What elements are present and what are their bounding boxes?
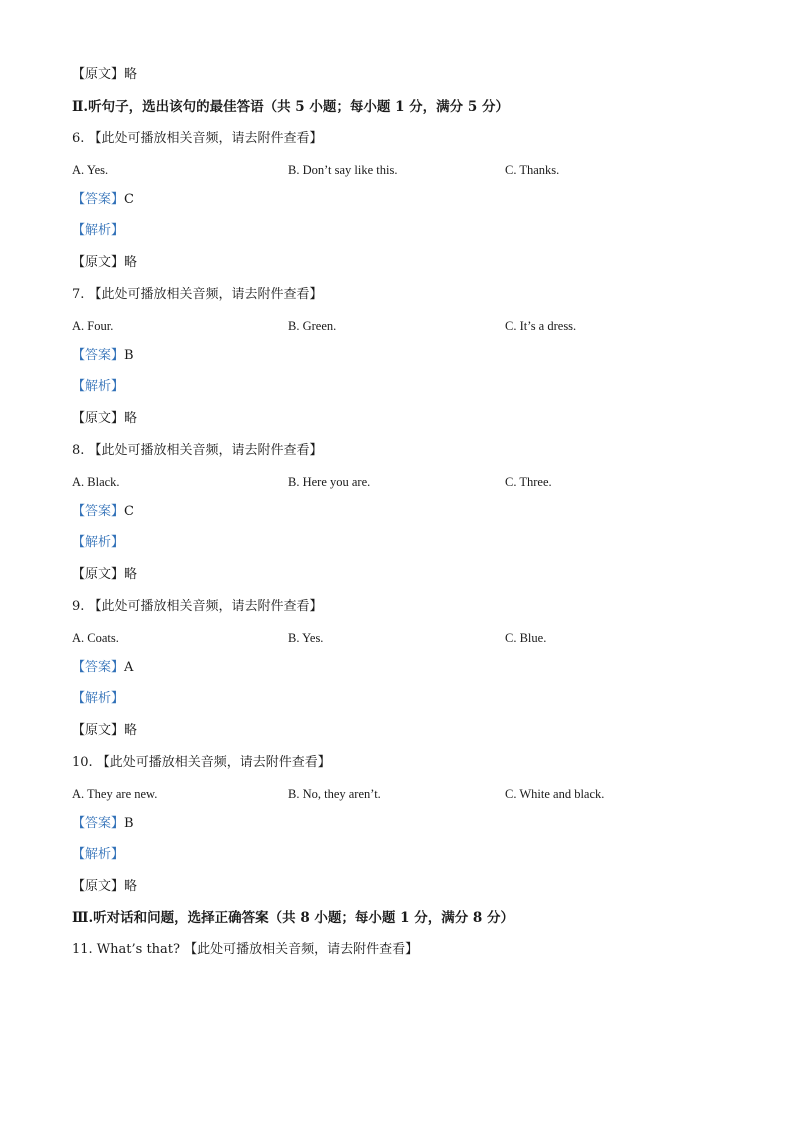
q9-option-b: B. Yes.	[288, 631, 324, 645]
q6-line: 6. 【此处可播放相关音频，请去附件查看】	[72, 131, 323, 146]
q6-option-c: C. Thanks.	[505, 163, 560, 177]
q6-analysis-label: 【解析】	[72, 223, 125, 238]
q6-answer-value: C	[124, 192, 134, 207]
q7-option-c: C. It’s a dress.	[505, 319, 577, 333]
q9-answer-line	[72, 659, 133, 677]
q8-analysis-label: 【解析】	[72, 535, 125, 550]
original-0-line: 【原文】略	[72, 67, 138, 82]
q8-answer-line	[72, 503, 134, 521]
q9-answer-label: 【答案】	[72, 660, 125, 675]
q7-option-a: A. Four.	[72, 319, 114, 333]
q8-answer-label: 【答案】	[72, 504, 125, 519]
q7-answer-line	[72, 347, 134, 365]
q9-option-c: C. Blue.	[505, 631, 547, 645]
q9-analysis-line	[72, 690, 124, 708]
q7-analysis-line	[72, 378, 124, 396]
q6-original-line: 【原文】略	[72, 255, 138, 270]
q6-answer-label: 【答案】	[72, 192, 125, 207]
q7-line: 7. 【此处可播放相关音频，请去附件查看】	[72, 287, 323, 302]
q6-answer-line	[72, 191, 134, 209]
q9-analysis-label: 【解析】	[72, 691, 125, 706]
q9-line: 9. 【此处可播放相关音频，请去附件查看】	[72, 599, 323, 614]
q10-answer-label: 【答案】	[72, 816, 125, 831]
q10-option-b: B. No, they aren’t.	[288, 787, 381, 801]
q8-answer-value: C	[124, 504, 134, 519]
section-2-heading-line: Ⅱ.听句子，选出该句的最佳答语（共 5 小题；每小题 1 分，满分 5 分）	[72, 99, 509, 115]
q10-original-line: 【原文】略	[72, 879, 138, 894]
q6-option-b: B. Don’t say like this.	[288, 163, 398, 177]
q8-option-b: B. Here you are.	[288, 475, 371, 489]
q8-option-a: A. Black.	[72, 475, 120, 489]
section-3-heading-line: Ⅲ.听对话和问题，选择正确答案（共 8 小题；每小题 1 分，满分 8 分）	[72, 910, 515, 926]
q6-option-a: A. Yes.	[72, 163, 109, 177]
q8-option-c: C. Three.	[505, 475, 552, 489]
q9-option-a: A. Coats.	[72, 631, 119, 645]
q7-analysis-label: 【解析】	[72, 379, 125, 394]
q7-option-b: B. Green.	[288, 319, 337, 333]
q9-original-line: 【原文】略	[72, 723, 138, 738]
q6-analysis-line	[72, 222, 124, 240]
q8-analysis-line	[72, 534, 124, 552]
q10-line: 10. 【此处可播放相关音频，请去附件查看】	[72, 755, 331, 770]
q8-line: 8. 【此处可播放相关音频，请去附件查看】	[72, 443, 323, 458]
q8-original-line: 【原文】略	[72, 567, 138, 582]
q10-analysis-label: 【解析】	[72, 847, 125, 862]
q11-line: 11. What’s that? 【此处可播放相关音频，请去附件查看】	[72, 942, 419, 957]
q9-answer-value: A	[124, 660, 134, 675]
q10-option-c: C. White and black.	[505, 787, 605, 801]
q7-answer-label: 【答案】	[72, 348, 125, 363]
q10-answer-value: B	[124, 816, 134, 831]
q10-answer-line	[72, 815, 134, 833]
q7-original-line: 【原文】略	[72, 411, 138, 426]
q10-option-a: A. They are new.	[72, 787, 158, 801]
q10-analysis-line	[72, 846, 124, 864]
q7-answer-value: B	[124, 348, 134, 363]
